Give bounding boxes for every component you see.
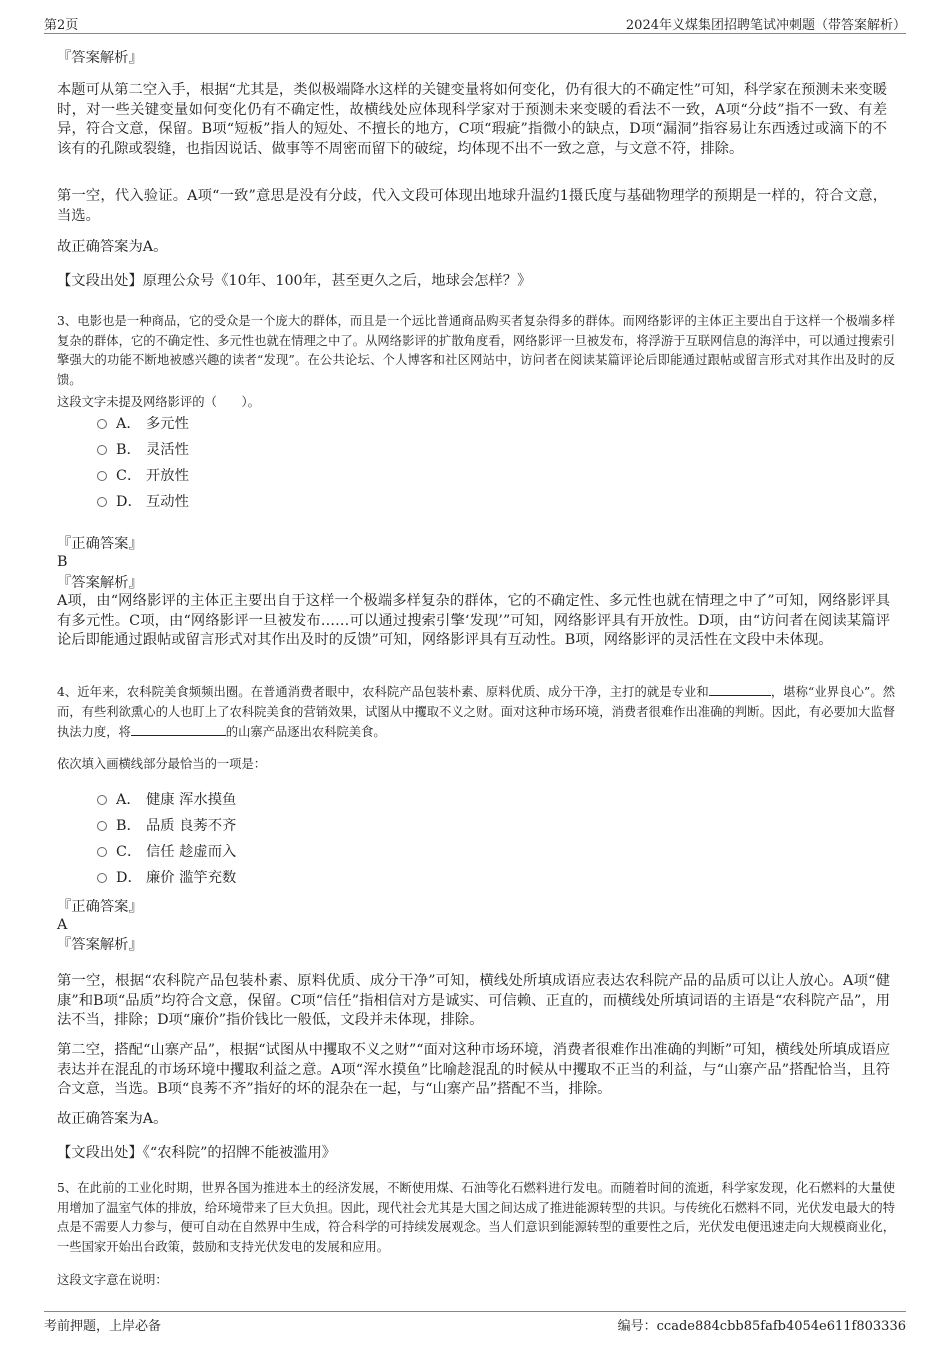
q4-stem: 4、近年来，农科院美食频频出圈。在普通消费者眼中，农科院产品包装朴素、原料优质、成分干净，主打的就是专业和 ，堪称“业界良心”。然而，有些利欲熏心的人也盯上了农科院美食的营销效果，试图从中攫取不义之财。面对这种市场环境，消费者很难作出准确的判断。因此，有必要加大监督执法力度，将 的山寨产品逐出农科院美食。 [57, 682, 895, 743]
radio-icon[interactable] [97, 821, 107, 831]
header-divider [44, 33, 906, 34]
q2-conclusion: 故正确答案为A。 [57, 239, 168, 255]
q3-option-d[interactable]: D． 互动性 [97, 489, 189, 515]
q3-question: 这段文字未提及网络影评的（ ）。 [57, 395, 260, 409]
q4-option-b[interactable]: B． 品质 良莠不齐 [97, 813, 236, 839]
q4-option-a[interactable]: A． 健康 浑水摸鱼 [97, 787, 236, 813]
q4-answer-label: 『正确答案』 [57, 899, 143, 915]
q4-analysis-paragraph-2: 第二空，搭配“山寨产品”，根据“试图从中攫取不义之财”“面对这种市场环境，消费者很难作出准确的判断”可知，横线处所填成语应表达并在混乱的市场环境中攫取利益之意。A项“浑水摸鱼”比喻趁混乱的时候从中攫取不正当的利益，与“山寨产品”搭配恰当，且符合文意，当选。B项“良莠不齐”指好的坏的混杂在一起，与“山寨产品”搭配不当，排除。 [57, 1042, 890, 1097]
q2-analysis-label: 『答案解析』 [57, 50, 143, 66]
q5-stem: 5、在此前的工业化时期，世界各国为推进本土的经济发展，不断使用煤、石油等化石燃料进行发电。而随着时间的流逝，科学家发现，化石燃料的大量使用增加了温室气体的排放，给环境带来了巨大负担。因此，现代社会尤其是大国之间达成了推进能源转型的共识。与传统化石燃料不同，光伏发电最大的特点是不需要人力参与，便可自动在自然界中生成，符合科学的可持续发展观念。当人们意识到能源转型的重要性之后，光伏发电便迅速走向大规模商业化，一些国家开始出台政策，鼓励和支持光伏发电的发展和应用。 [57, 1181, 895, 1254]
radio-icon[interactable] [97, 497, 107, 507]
q3-option-c[interactable]: C． 开放性 [97, 463, 189, 489]
q5-question: 这段文字意在说明： [57, 1273, 168, 1287]
document-code: 编号：ccade884cbb85fafb4054e611f803336 [617, 1319, 906, 1334]
radio-icon[interactable] [97, 471, 107, 481]
q4-answer: A [57, 917, 68, 933]
q2-analysis-paragraph-1: 本题可从第二空入手，根据“尤其是，类似极端降水这样的关键变量将如何变化，仍有很大的不确定性”可知，科学家在预测未来变暖时，对一些关键变量如何变化仍有不确定性，故横线处应体现科学家对于预测未来变暖的看法不一致，A项“分歧”指不一致、有差异，符合文意，保留。B项“短板”指人的短处、不擅长的地方，C项“瑕疵”指微小的缺点，D项“漏洞”指容易让东西透过或滴下的不该有的孔隙或裂缝，也指因说话、做事等不周密而留下的破绽，均体现不出不一致之意，与文意不符，排除。 [57, 82, 887, 157]
q3-stem: 3、电影也是一种商品，它的受众是一个庞大的群体，而且是一个远比普通商品购买者复杂得多的群体。而网络影评的主体正主要出自于这样一个极端多样复杂的群体，它的不确定性、多元性也就在情理之中了。从网络影评的扩散角度看，网络影评一旦被发布，将浮游于互联网信息的海洋中，可以通过搜索引擎强大的功能不断地被感兴趣的读者“发现”。在公共论坛、个人博客和社区网站中，访问者在阅读某篇评论后即能通过跟帖或留言形式对其作出及时的反馈。 [57, 314, 895, 387]
q3-option-b[interactable]: B． 灵活性 [97, 437, 189, 463]
radio-icon[interactable] [97, 847, 107, 857]
q3-option-a[interactable]: A． 多元性 [97, 411, 189, 437]
q2-source: 【文段出处】原理公众号《10年、100年，甚至更久之后，地球会怎样？》 [57, 273, 532, 289]
q4-analysis-paragraph-1: 第一空，根据“农科院产品包装朴素、原料优质、成分干净”可知，横线处所填成语应表达农科院产品的品质可以让人放心。A项“健康”和B项“品质”均符合文意，保留。C项“信任”指相信对方是诚实、可信赖、正直的，而横线处所填词语的主语是“农科院产品”，用法不当，排除；D项“廉价”指价钱比一般低，文段并未体现，排除。 [57, 973, 890, 1028]
q3-answer: B [57, 554, 68, 570]
radio-icon[interactable] [97, 445, 107, 455]
footer-note: 考前押题，上岸必备 [44, 1319, 162, 1334]
q4-question: 依次填入画横线部分最恰当的一项是： [57, 757, 267, 771]
q3-answer-label: 『正确答案』 [57, 536, 143, 552]
q3-options [97, 411, 189, 515]
q3-analysis: A项，由“网络影评的主体正主要出自于这样一个极端多样复杂的群体，它的不确定性、多元性也就在情理之中了”可知，网络影评具有多元性。C项，由“网络影评一旦被发布……可以通过搜索引擎‘发现’”可知，网络影评具有开放性。D项，由“访问者在阅读某篇评论后即能通过跟帖或留言形式对其作出及时的反馈”可知，网络影评具有互动性。B项，网络影评的灵活性在文段中未体现。 [57, 593, 890, 648]
document-title: 2024年义煤集团招聘笔试冲刺题（带答案解析） [625, 18, 906, 33]
q4-option-d[interactable]: D． 廉价 滥竽充数 [97, 865, 236, 891]
q4-option-c[interactable]: C． 信任 趁虚而入 [97, 839, 236, 865]
q4-conclusion: 故正确答案为A。 [57, 1111, 168, 1127]
footer-divider [44, 1311, 906, 1312]
q4-source: 【文段出处】《“农科院”的招牌不能被滥用》 [57, 1145, 337, 1161]
q4-analysis-label: 『答案解析』 [57, 937, 143, 953]
q4-options [97, 787, 236, 891]
radio-icon[interactable] [97, 419, 107, 429]
radio-icon[interactable] [97, 795, 107, 805]
q4-blank-1 [709, 682, 771, 696]
radio-icon[interactable] [97, 873, 107, 883]
page-number: 第2页 [44, 18, 79, 33]
q2-analysis-paragraph-2: 第一空，代入验证。A项“一致”意思是没有分歧，代入文段可体现出地球升温约1摄氏度与基础物理学的预期是一样的，符合文意，当选。 [57, 188, 887, 224]
q4-blank-2 [131, 722, 226, 736]
q3-analysis-label: 『答案解析』 [57, 575, 143, 591]
